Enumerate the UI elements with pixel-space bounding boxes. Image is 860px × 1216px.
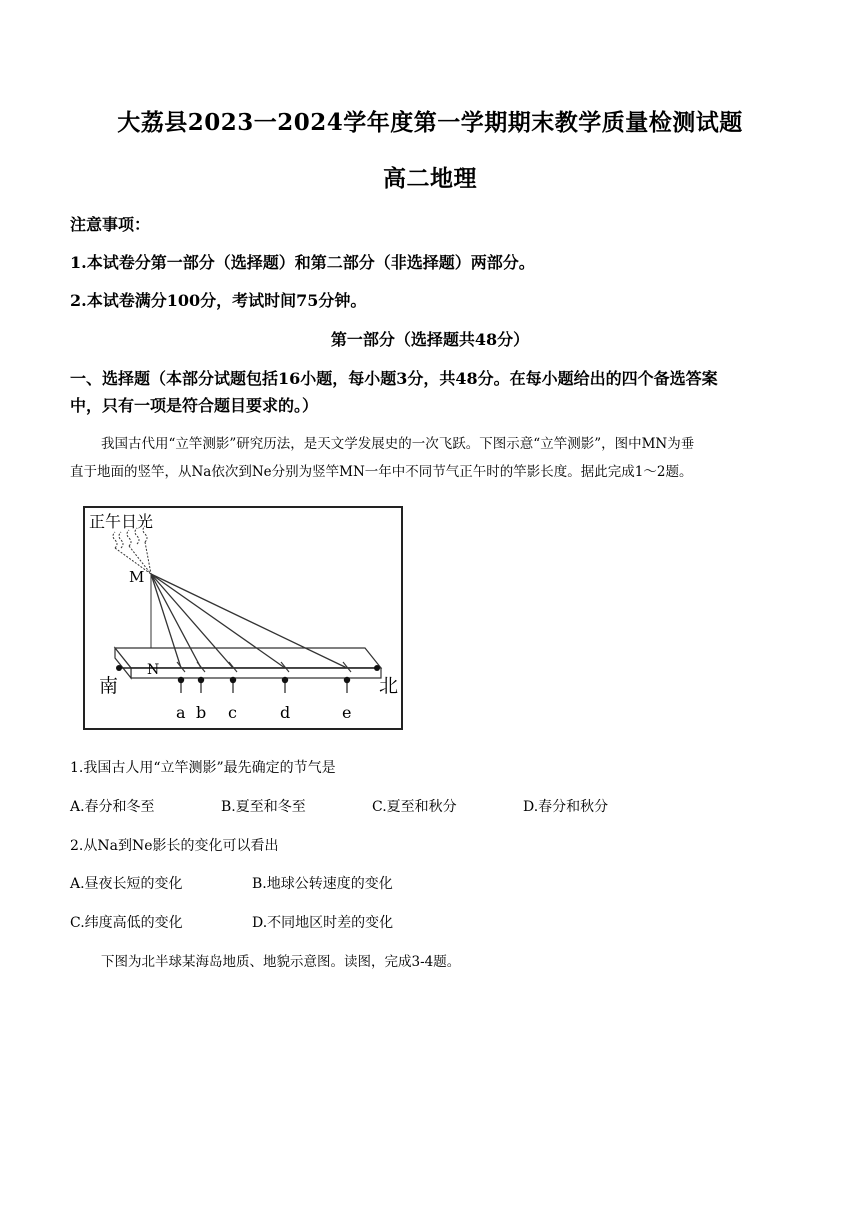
gnomon-figure [83, 506, 403, 730]
question-2-stem: 2.从Na到Ne影长的变化可以看出 [70, 838, 279, 854]
label-M: M [129, 568, 145, 586]
q1-option-a[interactable]: A.春分和冬至 [70, 799, 155, 815]
sun-rays [113, 526, 151, 574]
label-c: c [228, 703, 237, 722]
question-1-stem: 1.我国古人用“立竿测影”最先确定的节气是 [70, 760, 336, 776]
q2-option-a[interactable]: A.昼夜长短的变化 [70, 876, 183, 892]
notice-item-2: 2.本试卷满分100分，考试时间75分钟。 [70, 291, 367, 310]
gnomon-diagram [85, 508, 401, 728]
q2-option-d[interactable]: D.不同地区时差的变化 [252, 915, 394, 931]
q1-option-c[interactable]: C.夏至和秋分 [372, 799, 457, 815]
label-a: a [176, 703, 186, 722]
q2-option-b[interactable]: B.地球公转速度的变化 [252, 876, 393, 892]
sun-label: 正午日光 [89, 512, 154, 531]
q1-option-b[interactable]: B.夏至和冬至 [221, 799, 306, 815]
part1-heading: 第一部分（选择题共48分） [330, 330, 530, 349]
notice-heading: 注意事项： [70, 215, 151, 234]
intro-line2: 直于地面的竖竿，从Na依次到Ne分别为竖竿MN一年中不同节气正午时的竿影长度。据此完成1～2题。 [70, 464, 693, 480]
exam-subject: 高二地理 [383, 165, 477, 192]
ground-board-front [131, 668, 381, 678]
next-intro: 下图为北半球某海岛地质、地貌示意图。读图，完成3-4题。 [101, 954, 461, 970]
q1-option-d[interactable]: D.春分和秋分 [523, 799, 609, 815]
section-instruction-line2: 中，只有一项是符合题目要求的。） [70, 396, 319, 415]
label-N: N [147, 662, 160, 678]
north-end-dot [374, 665, 380, 671]
south-end-dot [116, 665, 122, 671]
label-e: e [342, 703, 352, 722]
q2-option-c[interactable]: C.纬度高低的变化 [70, 915, 183, 931]
notice-item-1: 1.本试卷分第一部分（选择题）和第二部分（非选择题）两部分。 [70, 253, 535, 272]
label-d: d [280, 703, 291, 722]
exam-title: 大荔县2023一2024学年度第一学期期末教学质量检测试题 [117, 109, 743, 136]
point-markers [178, 677, 350, 693]
label-b: b [196, 703, 207, 722]
section-instruction-line1: 一、选择题（本部分试题包括16小题，每小题3分，共48分。在每小题给出的四个备选答案 [70, 369, 718, 388]
label-north: 北 [379, 675, 399, 697]
intro-line1: 我国古代用“立竿测影”研究历法，是天文学发展史的一次飞跃。下图示意“立竿测影”，图中MN为垂 [101, 436, 695, 452]
label-south: 南 [99, 675, 119, 697]
